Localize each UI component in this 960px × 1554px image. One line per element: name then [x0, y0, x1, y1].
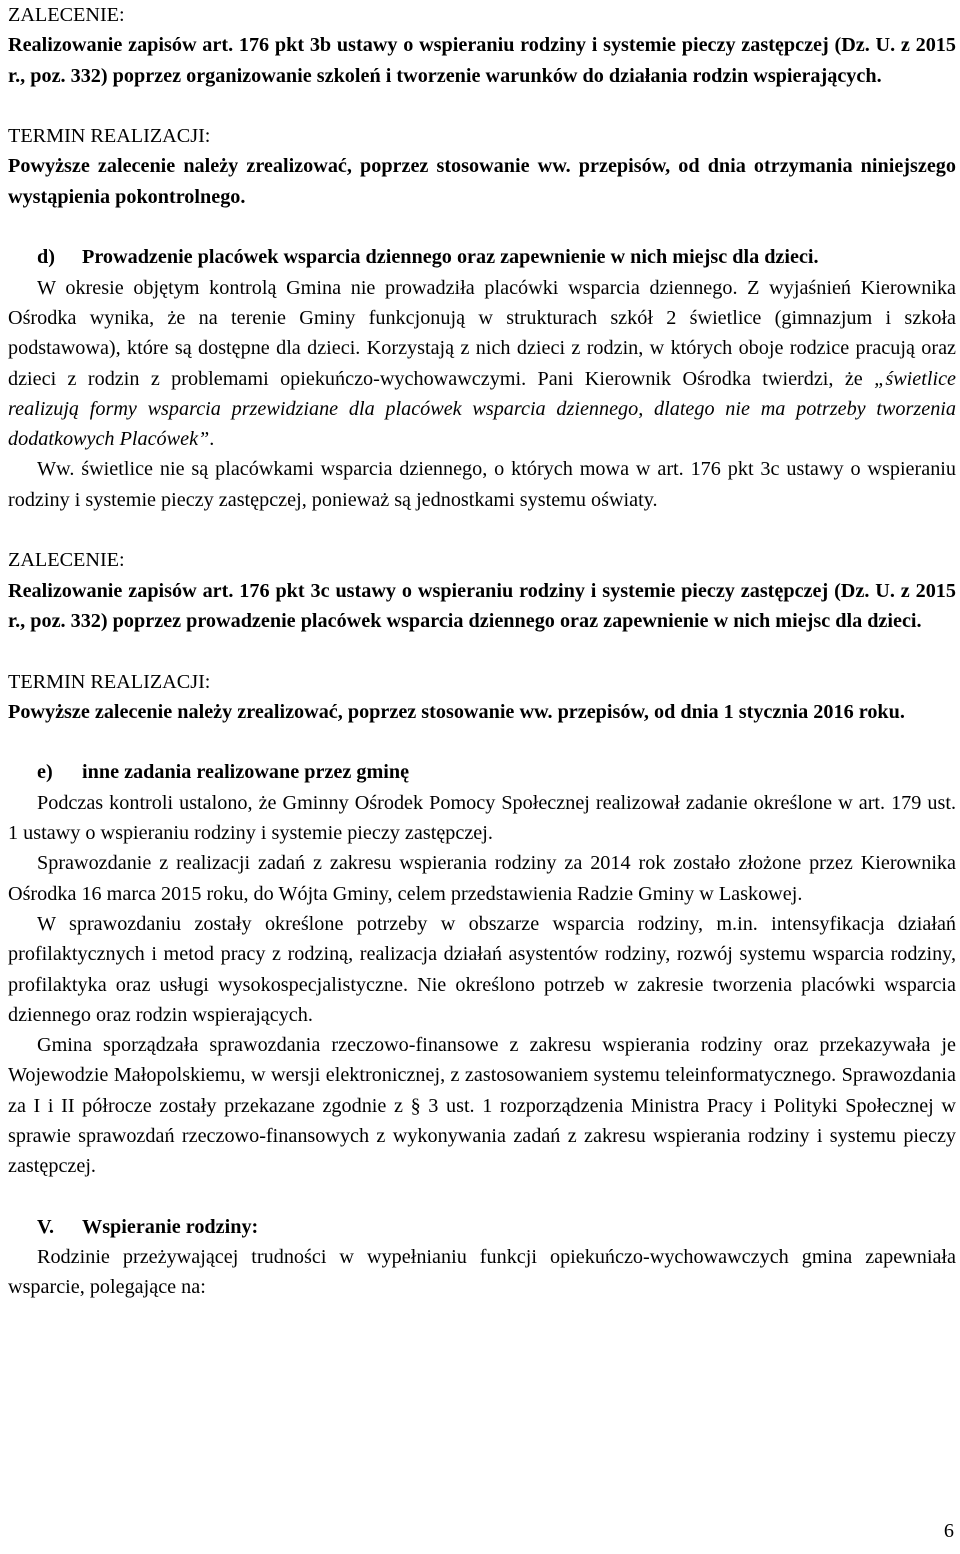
section-e-title: inne zadania realizowane przez gminę — [82, 761, 410, 784]
paragraph-end: . — [209, 428, 215, 451]
section-v-paragraph-1: Rodzinie przeżywającej trudności w wypełnianiu funkcji opiekuńczo-wychowawczych gmina zapewniała wsparcie, polegające na: — [8, 1246, 956, 1299]
section-v-heading — [8, 1212, 956, 1242]
section-e-heading — [8, 757, 956, 787]
recommendation-heading: ZALECENIE: — [8, 549, 125, 572]
spacer — [8, 636, 956, 666]
section-v-title: Wspieranie rodziny: — [82, 1215, 259, 1238]
deadline-text: Powyższe zalecenie należy zrealizować, poprzez stosowanie ww. przepisów, od dnia 1 stycznia 2016 roku. — [8, 700, 905, 723]
section-e-label: e) — [37, 761, 53, 784]
section-d-paragraph-2: Ww. świetlice nie są placówkami wsparcia dziennego, o których mowa w art. 176 pkt 3c ustawy o wspieraniu rodziny i systemie pieczy zastępczej, ponieważ są jednostkami systemu oświaty. — [8, 458, 956, 511]
section-e-paragraph-1: Podczas kontroli ustalono, że Gminny Ośrodek Pomocy Społecznej realizował zadanie określone w art. 179 ust. 1 ustawy o wspieraniu rodziny i systemie pieczy zastępczej. — [8, 791, 956, 845]
section-v-label: V. — [37, 1215, 55, 1238]
recommendation-heading: ZALECENIE: — [8, 4, 125, 26]
page-number: 6 — [943, 1520, 954, 1542]
spacer — [8, 515, 956, 545]
deadline-text: Powyższe zalecenie należy zrealizować, poprzez stosowanie ww. przepisów, od dnia otrzymania niniejszego wystąpienia pokontrolnego. — [8, 155, 956, 208]
deadline-heading: TERMIN REALIZACJI: — [8, 670, 211, 693]
section-e-paragraph-3: W sprawozdaniu zostały określone potrzeby w obszarze wsparcia rodziny, m.in. intensyfikacja działań profilaktycznych i metod pracy z rodziną, realizacja działań asystentów rodziny, rozwój systemu wsparcia rodziny, profilaktyka oraz usługi wysokospecjalistyczne. Nie określono potrzeb w zakresie tworzenia placówki wsparcia dziennego oraz rodzin wspierających. — [8, 912, 956, 1026]
document-page — [8, 0, 956, 1303]
section-d-paragraph-1 — [8, 273, 956, 455]
section-d-heading — [8, 242, 956, 272]
section-e-paragraph-4: Gmina sporządzała sprawozdania rzeczowo-finansowe z zakresu wspierania rodziny oraz przekazywała je Wojewodzie Małopolskiemu, w wersji elektronicznej, z zastosowaniem systemu teleinformatycznego. Sprawozdania za I i II półrocze zostały przekazane zgodnie z § 3 ust. 1 rozporządzenia Ministra Pracy i Polityki Społecznej w sprawie sprawozdań rzeczowo-finansowych z wykonywania zadań z zakresu wspierania rodziny i systemu pieczy zastępczej. — [8, 1034, 956, 1178]
section-e-paragraph-2: Sprawozdanie z realizacji zadań z zakresu wspierania rodziny za 2014 rok zostało złożone przez Kierownika Ośrodka 16 marca 2015 roku, do Wójta Gminy, celem przedstawienia Radzie Gminy w Laskowej. — [8, 852, 956, 905]
section-d-title: Prowadzenie placówek wsparcia dziennego oraz zapewnienie w nich miejsc dla dzieci. — [82, 246, 819, 269]
section-d-label: d) — [37, 246, 55, 269]
recommendation-text: Realizowanie zapisów art. 176 pkt 3b ustawy o wspieraniu rodziny i systemie pieczy zastępczej (Dz. U. z 2015 r., poz. 332) poprzez organizowanie szkoleń i tworzenie warunków do działania rodzin wspierających. — [8, 34, 956, 87]
quote-text: „świetlice realizują formy wsparcia przewidziane dla placówek wsparcia dziennego, dlatego nie ma potrzeby tworzenia dodatkowych Placówek” — [8, 367, 956, 451]
spacer — [8, 91, 956, 121]
spacer — [8, 1182, 956, 1212]
spacer — [8, 727, 956, 757]
paragraph-text: W okresie objętym kontrolą Gmina nie prowadziła placówki wsparcia dziennego. Z wyjaśnień Kierownika Ośrodka wynika, że na terenie Gminy funkcjonują w strukturach szkół 2 świetlice (gimnazjum i szkoła podstawowa), które są dostępne dla dzieci. Korzystają z nich dzieci z rodzin, w których oboje rodzice pracują oraz dzieci z rodzin z problemami opiekuńczo-wychowawczymi. Pani Kierownik Ośrodka twierdzi, że — [8, 276, 956, 390]
spacer — [8, 212, 956, 242]
deadline-heading: TERMIN REALIZACJI: — [8, 125, 211, 148]
recommendation-text: Realizowanie zapisów art. 176 pkt 3c ustawy o wspieraniu rodziny i systemie pieczy zastępczej (Dz. U. z 2015 r., poz. 332) poprzez prowadzenie placówek wsparcia dziennego oraz zapewnienie w nich miejsc dla dzieci. — [8, 579, 956, 632]
